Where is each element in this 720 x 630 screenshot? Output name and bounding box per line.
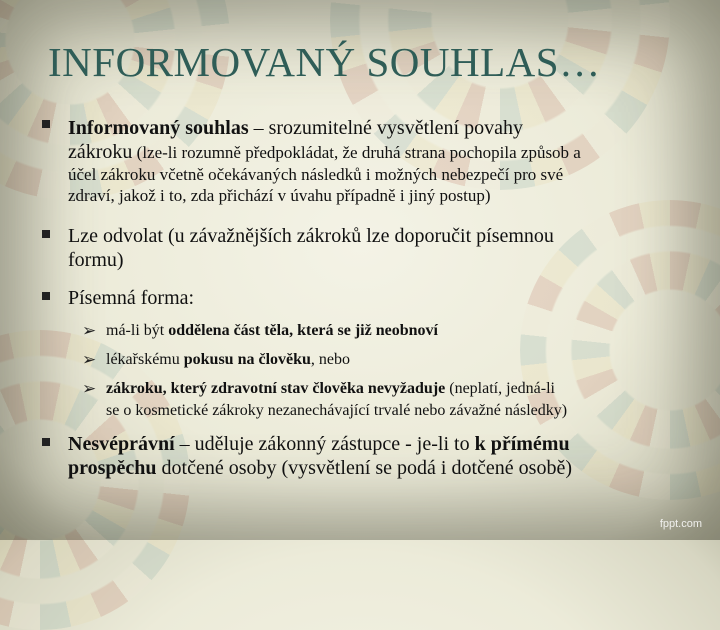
square-bullet-icon — [42, 292, 50, 300]
arrow-bullet-icon: ➢ — [82, 379, 97, 398]
bullet-line3: účel zákroku včetně očekávaných následků i možných nebezpečí pro své — [68, 165, 564, 184]
square-bullet-icon — [42, 438, 50, 446]
footer-watermark: fppt.com — [659, 518, 702, 530]
bullet-bold: Informovaný souhlas — [68, 117, 249, 139]
square-bullet-icon — [42, 230, 50, 238]
bullet-line2: formu) — [68, 249, 124, 271]
arrow-bullet-icon: ➢ — [82, 350, 97, 369]
bullet-text — [68, 224, 688, 272]
square-bullet-icon — [42, 120, 50, 128]
bullet-text: Nesvéprávní – uděluje zákonný zástupce - je-li to k přímému prospěchu dotčené osoby (vysvětlení se podá i dotčené osobě) — [68, 433, 572, 479]
bullet-line2-small: (lze-li rozumně předpokládat, že druhá strana pochopila způsob a — [132, 143, 581, 162]
bullet-line1: Lze odvolat (u závažnějších zákroků lze doporučit písemnou — [68, 225, 554, 247]
bullet-text — [68, 116, 688, 206]
decorative-wheel — [0, 330, 190, 630]
bullet-line2-large: zákroku — [68, 141, 133, 163]
slide-title: INFORMOVANÝ SOUHLAS… — [48, 39, 601, 85]
bullet-line4: zdraví, jakož i to, zda přichází v úvahu případně i jiný postup) — [68, 186, 491, 205]
bullet-rest: – srozumitelné vysvětlení povahy — [248, 117, 523, 139]
arrow-bullet-icon: ➢ — [82, 321, 97, 340]
bullet-line1: Písemná forma: — [68, 287, 195, 309]
